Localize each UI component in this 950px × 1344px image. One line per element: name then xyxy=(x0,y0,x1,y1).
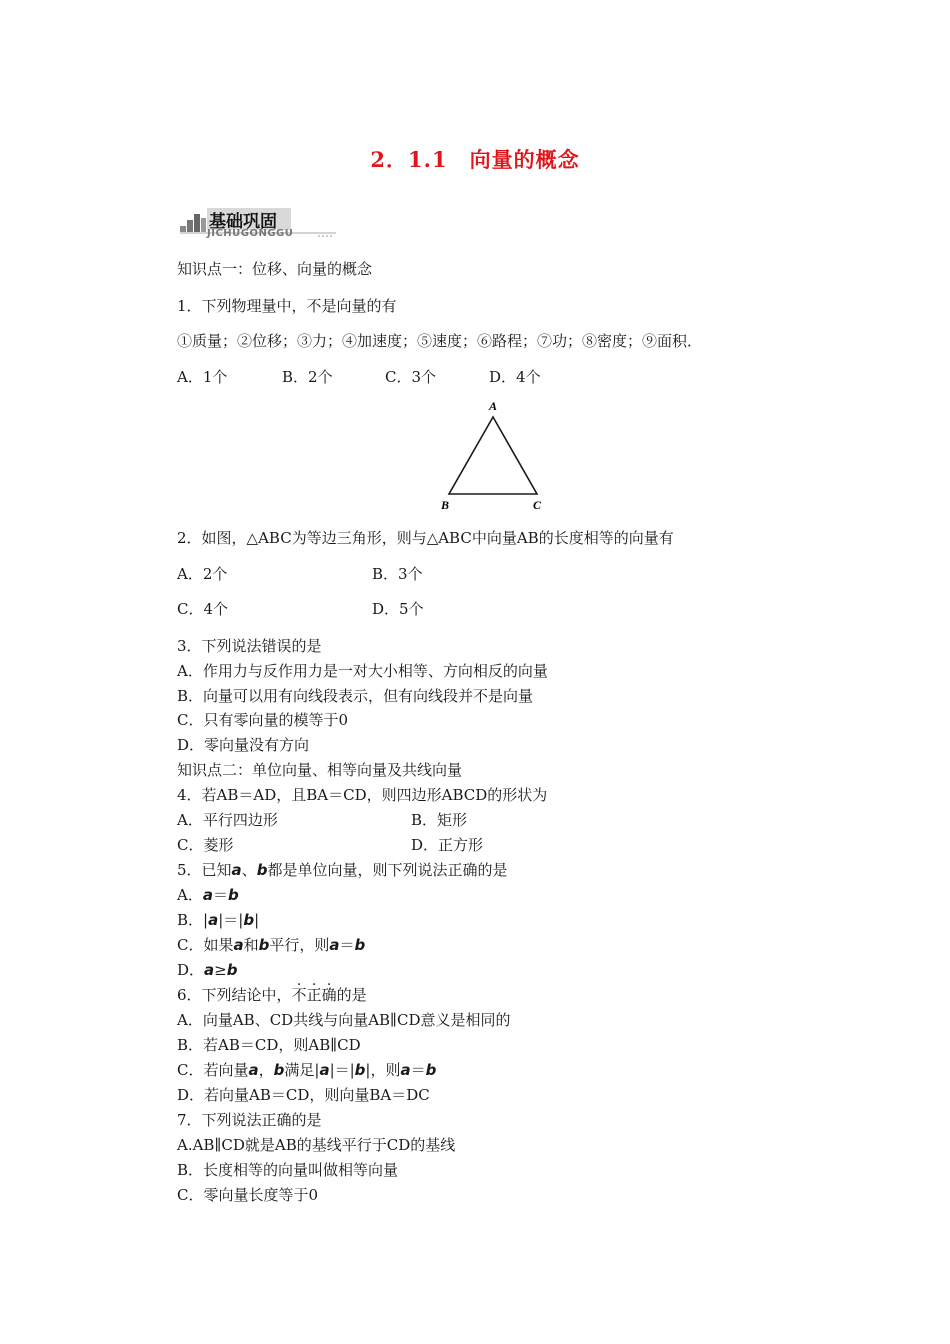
vector-a: a xyxy=(329,936,340,954)
q6-c-comma: ， xyxy=(258,1061,274,1079)
question-6 xyxy=(177,985,367,1005)
vector-a: a xyxy=(204,961,215,979)
q5-option-a xyxy=(177,885,239,905)
q1-option-c: C．3个 xyxy=(385,368,437,386)
q3-option-b: B．向量可以用有向线段表示，但有向线段并不是向量 xyxy=(177,687,534,705)
vector-b: b xyxy=(425,1061,437,1079)
q6-text-pre: 6．下列结论中， xyxy=(177,986,292,1004)
q5-text-mid: 、 xyxy=(241,861,257,879)
vertex-c-label: C xyxy=(533,498,542,512)
q1-option-a: A．1个 xyxy=(177,368,228,386)
q5-option-d xyxy=(177,960,237,980)
q3-option-a: A．作用力与反作用力是一对大小相等、方向相反的向量 xyxy=(177,662,548,680)
question-4: 4．若AB＝AD，且BA＝CD，则四边形ABCD的形状为 xyxy=(177,786,548,804)
q2-option-c: C．4个 xyxy=(177,600,229,618)
q5-c-mid: 和 xyxy=(243,936,259,954)
q5-d-gt: ≥ xyxy=(214,961,227,979)
q5-a-eq: ＝ xyxy=(212,886,228,904)
vector-a: a xyxy=(202,886,213,904)
emphasis-char: 确 xyxy=(321,986,337,1004)
page-title: 2．1.1 向量的概念 xyxy=(370,147,580,172)
vector-b: b xyxy=(354,936,366,954)
q6-c-mid2: |，则 xyxy=(365,1061,401,1079)
vector-a: a xyxy=(231,861,242,879)
question-2: 2．如图，△ABC为等边三角形，则与△ABC中向量AB的长度相等的向量有 xyxy=(177,529,674,547)
vector-a: a xyxy=(400,1061,411,1079)
vertex-b-label: B xyxy=(441,498,450,512)
vector-b: b xyxy=(273,1061,285,1079)
knowledge-point-2: 知识点二：单位向量、相等向量及共线向量 xyxy=(177,761,463,779)
triangle-abc xyxy=(449,417,537,494)
vector-b: b xyxy=(354,1061,366,1079)
q2-option-a: A．2个 xyxy=(177,565,228,583)
knowledge-point-1: 知识点一：位移、向量的概念 xyxy=(177,260,373,278)
q6-option-c xyxy=(177,1060,436,1080)
question-7: 7．下列说法正确的是 xyxy=(177,1111,322,1129)
q6-c-eq: |＝| xyxy=(329,1061,355,1079)
section-banner-label: 基础巩固 xyxy=(209,212,277,232)
vector-a: a xyxy=(319,1061,330,1079)
vector-a: a xyxy=(248,1061,259,1079)
q4-option-c: C．菱形 xyxy=(177,836,234,854)
q2-option-d: D．5个 xyxy=(372,600,424,618)
triangle-figure xyxy=(430,397,560,515)
question-3: 3．下列说法错误的是 xyxy=(177,637,322,655)
q6-option-a: A．向量AB、CD共线与向量AB∥CD意义是相同的 xyxy=(177,1011,511,1029)
vertex-a-label: A xyxy=(489,399,498,413)
q6-text-post: 的是 xyxy=(336,986,367,1004)
q2-option-b: B．3个 xyxy=(372,565,423,583)
section-banner-sub: JICHUGONGGU xyxy=(207,228,294,239)
q6-c-mid: 满足| xyxy=(284,1061,320,1079)
q4-option-a: A．平行四边形 xyxy=(177,811,278,829)
vector-b: b xyxy=(227,886,239,904)
vector-b: b xyxy=(226,961,238,979)
q5-option-b xyxy=(177,910,259,930)
q7-option-b: B．长度相等的向量叫做相等向量 xyxy=(177,1161,399,1179)
emphasis-char: 正 xyxy=(306,986,322,1004)
q6-c-pre: C．若向量 xyxy=(177,1061,249,1079)
q5-text-post: 都是单位向量，则下列说法正确的是 xyxy=(267,861,508,879)
vector-a: a xyxy=(233,936,244,954)
q7-option-a: A.AB∥CD就是AB的基线平行于CD的基线 xyxy=(177,1136,456,1154)
q7-option-c: C．零向量长度等于0 xyxy=(177,1186,319,1204)
q5-b-eq: |＝| xyxy=(218,911,244,929)
vector-b: b xyxy=(256,861,268,879)
q5-d-pre: D． xyxy=(177,961,205,979)
q5-option-c xyxy=(177,935,365,955)
q5-b-post: | xyxy=(254,911,260,929)
q4-option-d: D．正方形 xyxy=(411,836,484,854)
q6-c-eq2: ＝ xyxy=(410,1061,426,1079)
q4-option-b: B．矩形 xyxy=(411,811,468,829)
q5-c-eq: ＝ xyxy=(339,936,355,954)
question-1-items: ①质量；②位移；③力；④加速度；⑤速度；⑥路程；⑦功；⑧密度；⑨面积． xyxy=(177,332,703,350)
emphasis-char: 不 xyxy=(291,986,307,1004)
q5-c-pre: C．如果 xyxy=(177,936,234,954)
q5-b-pre: B．| xyxy=(177,911,209,929)
q6-option-b: B．若AB＝CD，则AB∥CD xyxy=(177,1036,361,1054)
q5-c-mid2: 平行，则 xyxy=(269,936,330,954)
vector-a: a xyxy=(208,911,219,929)
q3-option-c: C．只有零向量的模等于0 xyxy=(177,711,349,729)
question-5 xyxy=(177,860,507,880)
q1-option-b: B．2个 xyxy=(282,368,333,386)
q6-option-d: D．若向量AB＝CD，则向量BA＝DC xyxy=(177,1086,430,1104)
vector-b: b xyxy=(243,911,255,929)
q3-option-d: D．零向量没有方向 xyxy=(177,736,310,754)
question-1: 1．下列物理量中，不是向量的有 xyxy=(177,297,397,315)
vector-b: b xyxy=(258,936,270,954)
q5-a-pre: A． xyxy=(177,886,203,904)
q1-option-d: D．4个 xyxy=(489,368,541,386)
q5-text-pre: 5．已知 xyxy=(177,861,232,879)
